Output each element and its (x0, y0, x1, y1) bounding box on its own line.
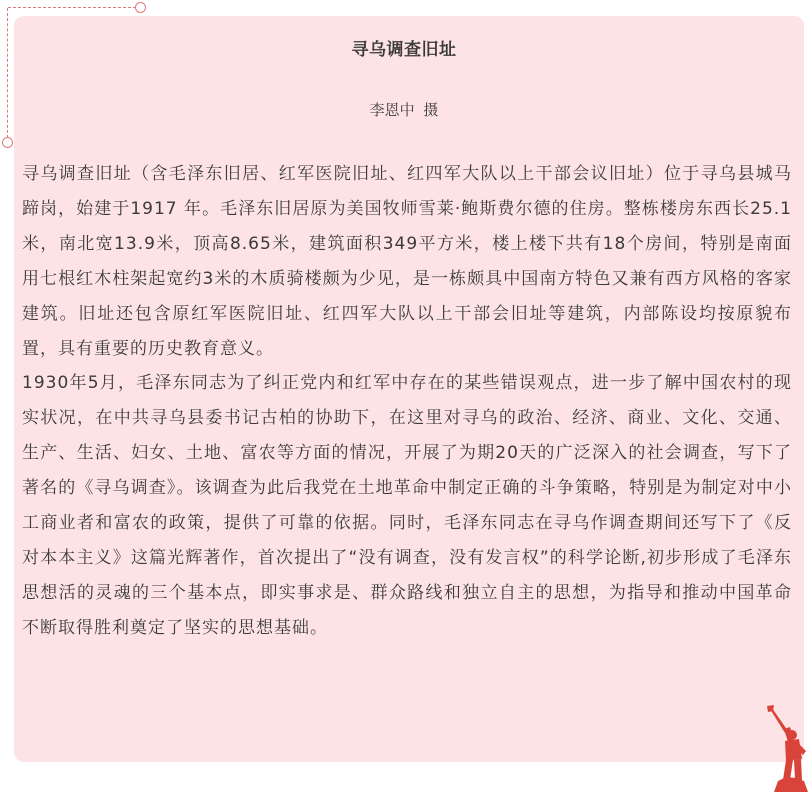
paragraph: 寻乌调查旧址（含毛泽东旧居、红军医院旧址、红四军大队以上干部会议旧址）位于寻乌县城马蹄岗，始建于1917 年。毛泽东旧居原为美国牧师雪莱·鲍斯费尔德的住房。整栋楼房东西长25.1米，南北宽13.9米，顶高8.65米，建筑面积349平方米，楼上楼下共有18个房间，特别是南面用七根红木柱架起宽约3米的木质骑楼颇为少见，是一栋颇具中国南方特色又兼有西方风格的客家建筑。旧址还包含原红军医院旧址、红四军大队以上干部会旧址等建筑，内部陈设均按原貌布置，具有重要的历史教育意义。 (22, 164, 792, 359)
article-body (22, 157, 792, 646)
paragraph: 1930年5月，毛泽东同志为了纠正党内和红军中存在的某些错误观点，进一步了解中国农村的现实状况，在中共寻乌县委书记古柏的协助下，在这里对寻乌的政治、经济、商业、文化、交通、生产、生活、妇女、土地、富农等方面的情况，开展了为期20天的广泛深入的社会调查，写下了著名的《寻乌调查》。该调查为此后我党在土地革命中制定正确的斗争策略，特别是为制定对中小工商业者和富农的政策，提供了可靠的依据。同时，毛泽东同志在寻乌作调查期间还写下了《反对本本主义》这篇光辉著作，首次提出了“没有调查，没有发言权”的科学论断,初步形成了毛泽东思想活的灵魂的三个基本点，即实事求是、群众路线和独立自主的思想，为指导和推动中国革命不断取得胜利奠定了坚实的思想基础。 (22, 373, 792, 638)
corner-circle-top (135, 2, 146, 13)
photo-credit: 李恩中 摄 (369, 101, 439, 119)
article-title: 寻乌调查旧址 (351, 40, 457, 60)
corner-dashed-line-horizontal (8, 7, 136, 8)
corner-circle-left (2, 137, 13, 148)
bugler-soldier-icon (752, 705, 808, 792)
